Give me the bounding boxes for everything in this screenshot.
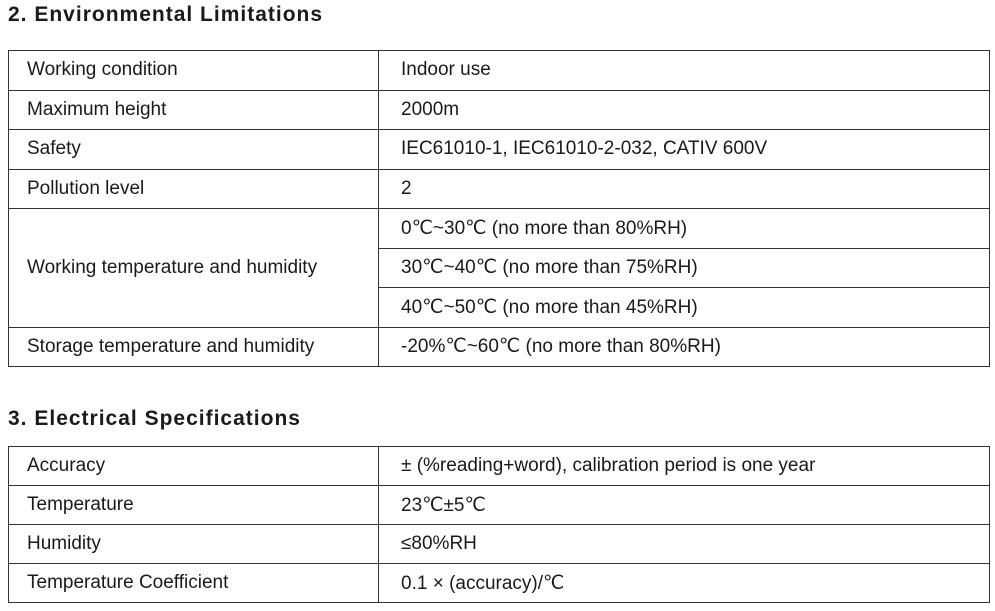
table-row: [9, 486, 990, 525]
table-row: [9, 209, 990, 249]
row-value: 23℃±5℃: [379, 486, 990, 525]
row-value: ± (%reading+word), calibration period is one year: [379, 447, 990, 486]
section-title-electrical-specifications: 3. Electrical Specifications: [8, 407, 301, 430]
row-label: Working temperature and humidity: [9, 209, 379, 328]
table-row: [9, 525, 990, 564]
row-label: Accuracy: [9, 447, 379, 486]
row-value: IEC61010-1, IEC61010-2-032, CATIV 600V: [379, 130, 990, 170]
table-row: [9, 90, 990, 130]
environmental-limitations-table: [8, 50, 990, 367]
table-row: [9, 169, 990, 209]
row-label: Maximum height: [9, 90, 379, 130]
row-label: Pollution level: [9, 169, 379, 209]
row-value: 0℃~30℃ (no more than 80%RH): [379, 209, 990, 249]
section-title-environmental-limitations: 2. Environmental Limitations: [8, 3, 324, 26]
row-label: Humidity: [9, 525, 379, 564]
row-value: 2000m: [379, 90, 990, 130]
row-value: 0.1 × (accuracy)/℃: [379, 564, 990, 603]
row-value: ≤80%RH: [379, 525, 990, 564]
table-row: [9, 564, 990, 603]
row-label: Working condition: [9, 51, 379, 91]
row-label: Temperature Coefficient: [9, 564, 379, 603]
table-row: [9, 130, 990, 170]
row-value: 30℃~40℃ (no more than 75%RH): [379, 248, 990, 288]
table-row: [9, 447, 990, 486]
electrical-specifications-table: [8, 446, 990, 603]
row-value: 40℃~50℃ (no more than 45%RH): [379, 288, 990, 328]
row-label: Safety: [9, 130, 379, 170]
row-label: Temperature: [9, 486, 379, 525]
row-value: 2: [379, 169, 990, 209]
row-label: Storage temperature and humidity: [9, 327, 379, 367]
table-row: [9, 51, 990, 91]
table-row: [9, 327, 990, 367]
row-value: Indoor use: [379, 51, 990, 91]
row-value: -20%℃~60℃ (no more than 80%RH): [379, 327, 990, 367]
